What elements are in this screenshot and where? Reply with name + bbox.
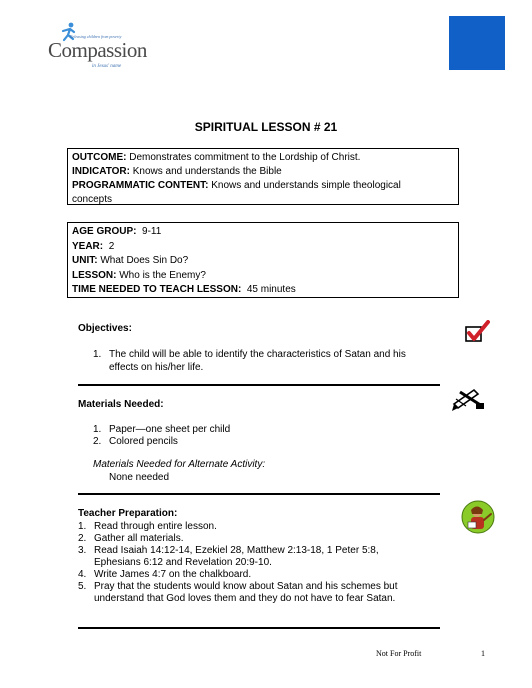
age-group-label: AGE GROUP: <box>72 226 137 237</box>
indicator-value: Knows and understands the Bible <box>132 166 282 177</box>
prep-item: 5. Pray that the students would know about Satan and his schemes but <box>78 581 398 592</box>
prep-item: 4. Write James 4:7 on the chalkboard. <box>78 569 252 580</box>
alternate-materials-heading: Materials Needed for Alternate Activity: <box>93 459 266 470</box>
indicator-row <box>72 165 454 179</box>
time-value: 45 minutes <box>246 284 296 296</box>
indicator-label: INDICATOR: <box>72 166 130 177</box>
logo-subtitle: in Jesus' name <box>92 64 122 69</box>
programmatic-content-value: Knows and understands simple theological concepts <box>72 180 401 205</box>
year-label: YEAR: <box>72 240 104 252</box>
outcome-value: Demonstrates commitment to the Lordship of Christ. <box>129 152 361 163</box>
lesson-label: LESSON: <box>72 269 117 281</box>
prep-item-cont: Ephesians 6:12 and Revelation 20:9-10. <box>94 557 272 568</box>
programmatic-content-row <box>72 179 412 207</box>
pencil-icon <box>452 384 486 412</box>
outcome-row <box>72 151 454 165</box>
lesson-value: Who is the Enemy? <box>119 269 206 281</box>
alternate-materials-value: None needed <box>109 472 170 483</box>
section-divider <box>78 493 440 495</box>
prep-item: 1. Read through entire lesson. <box>78 521 217 532</box>
lesson-title: SPIRITUAL LESSON # 21 <box>194 120 338 134</box>
year-row <box>72 240 454 255</box>
page-number: 1 <box>481 649 485 658</box>
material-item: 2. Colored pencils <box>93 436 178 447</box>
unit-value: What Does Sin Do? <box>100 255 189 267</box>
footer-note: Not For Profit <box>376 649 422 658</box>
objectives-heading: Objectives: <box>78 323 132 334</box>
prep-item: 2. Gather all materials. <box>78 533 184 544</box>
blue-block <box>449 16 505 70</box>
outcome-label: OUTCOME: <box>72 152 127 163</box>
prep-item-cont: understand that God loves them and they do not have to fear Satan. <box>94 593 396 604</box>
year-value: 2 <box>108 240 115 252</box>
unit-row <box>72 254 454 269</box>
prep-item: 3. Read Isaiah 14:12-14, Ezekiel 28, Matthew 2:13-18, 1 Peter 5:8, <box>78 545 379 556</box>
age-group-value: 9-11 <box>142 226 162 237</box>
time-row <box>72 283 454 298</box>
lesson-row <box>72 269 454 284</box>
section-divider <box>78 384 440 386</box>
teacher-prep-heading: Teacher Preparation: <box>78 508 178 519</box>
logo-tagline: Releasing children from poverty <box>70 34 122 39</box>
objective-item: 1. The child will be able to identify the characteristics of Satan and his <box>93 349 406 360</box>
materials-heading: Materials Needed: <box>78 399 164 410</box>
section-divider <box>78 627 440 629</box>
time-label: TIME NEEDED TO TEACH LESSON: <box>72 284 242 296</box>
lesson-info-box <box>67 222 459 298</box>
compassion-logo <box>48 22 168 68</box>
unit-label: UNIT: <box>72 255 98 267</box>
teacher-icon <box>460 500 496 534</box>
programmatic-content-label: PROGRAMMATIC CONTENT: <box>72 180 209 191</box>
material-item: 1. Paper—one sheet per child <box>93 424 231 435</box>
age-group-row <box>72 225 454 240</box>
logo-wordmark: Compassion <box>48 38 147 62</box>
objective-item-cont: effects on his/her life. <box>109 362 204 373</box>
checkmark-box-icon <box>464 320 490 344</box>
outcome-box <box>67 148 459 205</box>
